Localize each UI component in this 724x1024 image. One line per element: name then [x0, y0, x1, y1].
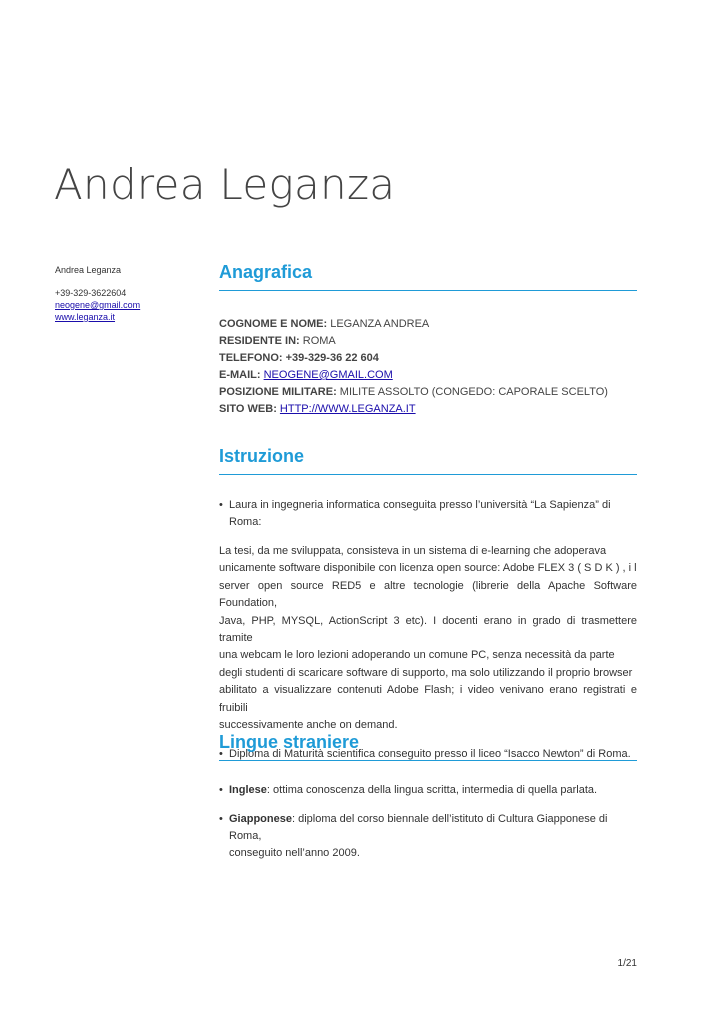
anag-row-name — [219, 316, 637, 333]
paragraph-line: unicamente software disponibile con licenza open source: Adobe FLEX 3 ( S D K ) , i l — [219, 562, 637, 575]
sidebar-phone: +39-329-3622604 — [55, 288, 127, 298]
sidebar-name: Andrea Leganza — [55, 265, 122, 275]
anag-row-military — [219, 384, 637, 401]
sidebar-website-link[interactable]: www.leganza.it — [55, 312, 116, 322]
anag-value: ROMA — [299, 335, 336, 347]
anag-value: +39-329-36 22 604 — [282, 352, 379, 364]
anag-value: LEGANZA ANDREA — [327, 318, 430, 330]
language-desc-cont: conseguito nell’anno 2009. — [229, 847, 360, 859]
paragraph-line: successivamente anche on demand. — [219, 719, 398, 732]
list-item — [219, 811, 637, 862]
section-anagrafica — [219, 260, 637, 418]
language-desc: : ottima conoscenza della lingua scritta, intermedia di quella parlata. — [266, 784, 598, 796]
paragraph-line: una webcam le loro lezioni adoperando un comune PC, senza necessità da parte — [219, 649, 615, 662]
anag-label: SITO WEB: — [219, 403, 277, 415]
list-item: • Laura in ingegneria informatica conseguita presso l’università “La Sapienza” di Roma: — [219, 497, 637, 531]
anag-row-phone — [219, 350, 637, 367]
sidebar-contact — [55, 264, 195, 323]
anag-label: TELEFONO: — [219, 352, 283, 364]
sidebar-email-link[interactable]: neogene@gmail.com — [55, 300, 141, 310]
section-lingue — [219, 730, 637, 862]
paragraph-line: server open source RED5 e altre tecnologie (librerie della Apache Software Foundation, — [219, 579, 637, 610]
section-title-anagrafica: Anagrafica — [219, 260, 637, 291]
anag-label: RESIDENTE IN: — [219, 335, 300, 347]
paragraph-line: Java, PHP, MYSQL, ActionScript 3 etc). I docenti erano in grado di trasmettere tramite — [219, 614, 637, 645]
anag-email-link[interactable]: NEOGENE@GMAIL.COM — [263, 369, 393, 381]
paragraph-line: La tesi, da me sviluppata, consisteva in un sistema di e-learning che adoperava — [219, 545, 607, 557]
anag-label: POSIZIONE MILITARE: — [219, 386, 337, 398]
paragraph-line: degli studenti di scaricare software di supporto, ma solo utilizzando il proprio browser — [219, 666, 633, 679]
section-istruzione — [219, 444, 637, 763]
language-name: Giapponese — [229, 813, 292, 825]
language-desc: : diploma del corso biennale dell’istituto di Cultura Giapponese di Roma, — [229, 813, 608, 842]
anagrafica-details — [219, 316, 637, 418]
anag-label: COGNOME E NOME: — [219, 318, 328, 330]
thesis-paragraph — [219, 543, 637, 734]
list-item: • Diploma di Maturità scientifica conseguito presso il liceo “Isacco Newton” di Roma. — [219, 746, 637, 763]
anag-website-link[interactable]: HTTP://WWW.LEGANZA.IT — [279, 403, 416, 415]
section-title-lingue: Lingue straniere — [219, 730, 637, 761]
document-title: Andrea Leganza — [54, 160, 396, 209]
language-name: Inglese — [229, 784, 267, 796]
page-number: 1/21 — [617, 958, 637, 969]
anag-value: MILITE ASSOLTO (CONGEDO: CAPORALE SCELTO) — [336, 386, 608, 398]
anag-row-email — [219, 367, 637, 384]
anag-label: E-MAIL: — [219, 369, 261, 381]
anag-row-website — [219, 401, 637, 418]
section-title-istruzione: Istruzione — [219, 444, 637, 475]
paragraph-line: abilitato a visualizzare contenuti Adobe Flash; i video venivano erano registrati e fruibili — [219, 684, 637, 714]
list-item — [219, 782, 637, 799]
anag-row-residence — [219, 333, 637, 350]
